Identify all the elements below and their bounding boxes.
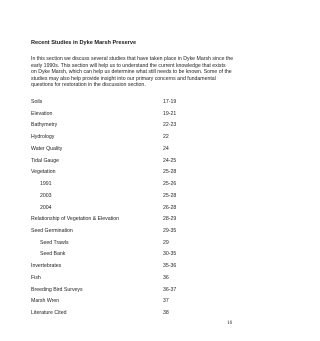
intro-line: In this section we discuss several studies that have taken place in Dyke Marsh since the — [31, 56, 234, 62]
toc-entry-label: Water Quality — [31, 145, 63, 152]
toc-entry-label: Seed Germination — [31, 227, 73, 234]
toc-entry-label: 2003 — [40, 192, 52, 199]
toc-entry-pages: 29-35 — [163, 227, 177, 234]
toc-entry-label: Breeding Bird Surveys — [31, 286, 83, 293]
toc-entry-pages: 24-25 — [163, 157, 177, 164]
toc-entry-label: Tidal Gauge — [31, 157, 60, 164]
toc-entry-pages: 37 — [163, 298, 169, 305]
toc-entry-label: Bathymetry — [31, 122, 58, 129]
toc-entry-pages: 38 — [163, 310, 169, 316]
toc-row — [0, 287, 264, 294]
toc-entry-label: Invertebrates — [31, 263, 62, 270]
toc-row — [0, 122, 264, 129]
toc-row — [0, 169, 264, 176]
section-title: Recent Studies in Dyke Marsh Preserve — [31, 40, 137, 46]
toc-entry-pages: 36-37 — [163, 286, 177, 293]
toc-entry-label: 2004 — [40, 204, 52, 211]
toc-row — [0, 193, 264, 200]
toc-row — [0, 111, 264, 118]
intro-line: questions for restoration in the discussion section. — [31, 82, 146, 89]
toc-entry-pages: 29 — [163, 239, 169, 246]
toc-row — [0, 146, 264, 153]
toc-row — [0, 251, 264, 258]
toc-entry-pages: 25-26 — [163, 181, 177, 188]
toc-row — [0, 310, 264, 317]
toc-entry-label: Fish — [31, 274, 41, 281]
toc-row — [0, 205, 264, 212]
page-number: 16 — [227, 320, 233, 326]
toc-entry-label: Elevation — [31, 110, 53, 117]
toc-entry-label: Seed Trawls — [40, 239, 69, 246]
toc-entry-label: Vegetation — [31, 169, 56, 176]
toc-entry-pages: 25-28 — [163, 169, 177, 176]
toc-entry-pages: 35-36 — [163, 263, 177, 270]
intro-line: studies may also help provide insight into our primary concerns and fundamental — [31, 75, 216, 82]
intro-line: on Dyke Marsh, which can help us determine what still needs to be known. Some of the — [31, 69, 232, 76]
toc-entry-label: Marsh Wren — [31, 298, 60, 305]
toc-row — [0, 181, 264, 188]
toc-row — [0, 275, 264, 282]
toc-entry-pages: 26-28 — [163, 204, 177, 211]
toc-entry-label: Relationship of Vegetation & Elevation — [31, 216, 119, 223]
toc-row — [0, 158, 264, 165]
toc-entry-pages: 22 — [163, 134, 169, 141]
intro-line: early 1990s. This section will help us to understand the current knowledge that exists — [31, 62, 226, 69]
toc-row — [0, 228, 264, 235]
toc-row — [0, 298, 264, 305]
toc-entry-pages: 22-23 — [163, 122, 177, 129]
toc-entry-pages: 19-21 — [163, 110, 177, 117]
toc-row — [0, 263, 264, 270]
toc-entry-pages: 36 — [163, 274, 169, 281]
toc-entry-pages: 17-19 — [163, 99, 177, 105]
toc-entry-label: Seed Bank — [40, 251, 66, 258]
toc-row — [0, 99, 264, 106]
toc-entry-label: Soils — [31, 99, 43, 105]
toc-entry-pages: 30-35 — [163, 251, 177, 258]
toc-entry-label: 1991 — [40, 181, 52, 188]
toc-entry-pages: 28-29 — [163, 216, 177, 223]
toc-row — [0, 134, 264, 141]
toc-entry-pages: 25-28 — [163, 192, 177, 199]
toc-entry-label: Literature Cited — [31, 310, 67, 316]
toc-entry-label: Hydrology — [31, 134, 55, 141]
toc-row — [0, 216, 264, 223]
toc-row — [0, 240, 264, 247]
toc-entry-pages: 24 — [163, 145, 169, 152]
